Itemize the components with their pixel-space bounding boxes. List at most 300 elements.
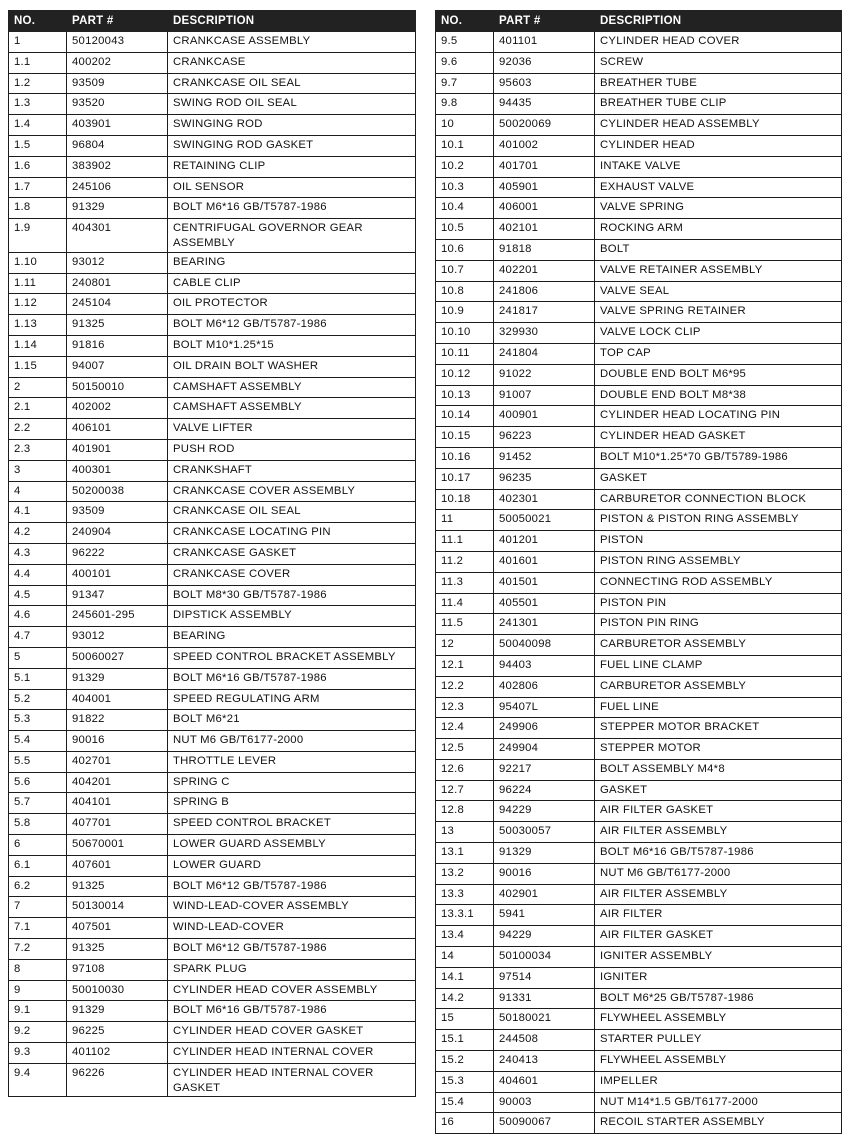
table-row [436,1051,842,1072]
table-row [9,793,416,814]
table-row [9,1001,416,1022]
part-code: 96804 [67,135,168,156]
part-code: 91007 [494,385,595,406]
table-row [9,710,416,731]
part-description: SWINGING ROD GASKET [168,135,416,156]
part-number-index: 1.8 [9,198,67,219]
part-number-index: 1.15 [9,356,67,377]
part-code: 401201 [494,531,595,552]
part-code: 240904 [67,523,168,544]
part-number-index: 13.2 [436,863,494,884]
part-description: CRANKCASE COVER ASSEMBLY [168,481,416,502]
table-row [436,198,842,219]
part-description: PISTON & PISTON RING ASSEMBLY [595,510,842,531]
table-row [436,759,842,780]
part-number-index: 14 [436,947,494,968]
part-code: 96222 [67,543,168,564]
table-row [436,32,842,53]
part-description: BOLT M6*25 GB/T5787-1986 [595,988,842,1009]
part-number-index: 1.7 [9,177,67,198]
header-description: DESCRIPTION [168,11,416,32]
part-description: CARBURETOR ASSEMBLY [595,676,842,697]
part-code: 50090067 [494,1113,595,1134]
table-row [436,427,842,448]
part-code: 404201 [67,772,168,793]
part-code: 50020069 [494,115,595,136]
table-row [436,364,842,385]
part-number-index: 14.1 [436,967,494,988]
part-description: WIND-LEAD-COVER [168,918,416,939]
part-description: CRANKCASE OIL SEAL [168,73,416,94]
table-row [436,260,842,281]
part-description: BOLT M6*12 GB/T5787-1986 [168,876,416,897]
table-row [9,377,416,398]
table-row [9,32,416,53]
table-row [9,523,416,544]
part-number-index: 10.2 [436,156,494,177]
part-description: CONNECTING ROD ASSEMBLY [595,572,842,593]
part-description: CENTRIFUGAL GOVERNOR GEAR ASSEMBLY [168,219,416,253]
part-code: 95603 [494,73,595,94]
part-number-index: 10.8 [436,281,494,302]
table-row [436,531,842,552]
part-description: CYLINDER HEAD COVER ASSEMBLY [168,980,416,1001]
part-number-index: 10.15 [436,427,494,448]
part-number-index: 12.8 [436,801,494,822]
part-number-index: 1.5 [9,135,67,156]
table-row [9,252,416,273]
table-row [436,135,842,156]
table-row [436,988,842,1009]
part-code: 401601 [494,551,595,572]
part-number-index: 5.2 [9,689,67,710]
part-description: PISTON RING ASSEMBLY [595,551,842,572]
part-description: SCREW [595,52,842,73]
part-number-index: 9 [9,980,67,1001]
part-code: 90016 [67,731,168,752]
part-description: BREATHER TUBE CLIP [595,94,842,115]
part-code: 401901 [67,439,168,460]
part-code: 91325 [67,876,168,897]
part-code: 404001 [67,689,168,710]
part-number-index: 12.4 [436,718,494,739]
part-description: PISTON PIN RING [595,614,842,635]
table-row [9,460,416,481]
part-code: 96235 [494,468,595,489]
part-number-index: 9.8 [436,94,494,115]
table-row [436,302,842,323]
part-description: SPEED CONTROL BRACKET [168,814,416,835]
part-description: CRANKSHAFT [168,460,416,481]
part-code: 94435 [494,94,595,115]
part-number-index: 9.5 [436,32,494,53]
part-description: LOWER GUARD [168,855,416,876]
part-number-index: 4.6 [9,606,67,627]
part-number-index: 15 [436,1009,494,1030]
part-code: 240413 [494,1051,595,1072]
part-description: SPEED CONTROL BRACKET ASSEMBLY [168,647,416,668]
part-description: BREATHER TUBE [595,73,842,94]
part-description: BOLT M8*30 GB/T5787-1986 [168,585,416,606]
table-row [9,156,416,177]
part-description: BEARING [168,627,416,648]
part-number-index: 10.17 [436,468,494,489]
table-row [9,647,416,668]
table-row [9,73,416,94]
table-row [436,406,842,427]
part-description: RECOIL STARTER ASSEMBLY [595,1113,842,1134]
part-description: WIND-LEAD-COVER ASSEMBLY [168,897,416,918]
part-description: BOLT M6*16 GB/T5787-1986 [168,668,416,689]
header-no: NO. [436,11,494,32]
part-number-index: 13.3 [436,884,494,905]
part-description: STARTER PULLEY [595,1030,842,1051]
table-row [436,780,842,801]
part-description: PISTON PIN [595,593,842,614]
part-description: AIR FILTER ASSEMBLY [595,884,842,905]
part-code: 92036 [494,52,595,73]
part-number-index: 13.1 [436,843,494,864]
table-row [9,1043,416,1064]
part-number-index: 11.1 [436,531,494,552]
part-number-index: 9.6 [436,52,494,73]
table-row [436,1092,842,1113]
part-number-index: 11.4 [436,593,494,614]
part-description: SWINGING ROD [168,115,416,136]
table-row [436,115,842,136]
table-row [9,855,416,876]
part-description: CRANKCASE OIL SEAL [168,502,416,523]
part-description: CYLINDER HEAD [595,135,842,156]
part-code: 404101 [67,793,168,814]
part-number-index: 3 [9,460,67,481]
table-row [436,1071,842,1092]
part-number-index: 6.2 [9,876,67,897]
part-description: CRANKCASE [168,52,416,73]
part-number-index: 12 [436,635,494,656]
table-row [9,918,416,939]
part-code: 91329 [494,843,595,864]
part-code: 245601-295 [67,606,168,627]
table-row [9,835,416,856]
part-description: CARBURETOR CONNECTION BLOCK [595,489,842,510]
part-code: 50670001 [67,835,168,856]
table-row [436,905,842,926]
part-code: 400301 [67,460,168,481]
part-code: 401002 [494,135,595,156]
part-code: 96226 [67,1063,168,1097]
table-row [9,731,416,752]
part-number-index: 1.2 [9,73,67,94]
part-number-index: 13.4 [436,926,494,947]
table-row [436,863,842,884]
table-row [436,926,842,947]
part-code: 94229 [494,801,595,822]
part-number-index: 12.1 [436,655,494,676]
part-code: 50060027 [67,647,168,668]
part-description: VALVE RETAINER ASSEMBLY [595,260,842,281]
part-code: 94229 [494,926,595,947]
part-number-index: 10.12 [436,364,494,385]
part-code: 91325 [67,315,168,336]
table-row [436,739,842,760]
part-number-index: 15.2 [436,1051,494,1072]
table-row [436,967,842,988]
part-number-index: 15.3 [436,1071,494,1092]
part-number-index: 2.3 [9,439,67,460]
part-code: 244508 [494,1030,595,1051]
part-number-index: 5.3 [9,710,67,731]
table-row [436,52,842,73]
part-number-index: 16 [436,1113,494,1134]
part-description: CARBURETOR ASSEMBLY [595,635,842,656]
part-code: 245104 [67,294,168,315]
part-description: LOWER GUARD ASSEMBLY [168,835,416,856]
part-code: 92217 [494,759,595,780]
table-row [9,876,416,897]
part-description: CABLE CLIP [168,273,416,294]
part-number-index: 11 [436,510,494,531]
part-code: 91022 [494,364,595,385]
part-description: BOLT M6*21 [168,710,416,731]
part-description: CRANKCASE COVER [168,564,416,585]
part-number-index: 14.2 [436,988,494,1009]
part-number-index: 10.18 [436,489,494,510]
part-number-index: 5.7 [9,793,67,814]
part-code: 50010030 [67,980,168,1001]
part-code: 241817 [494,302,595,323]
part-description: VALVE LIFTER [168,419,416,440]
part-number-index: 12.2 [436,676,494,697]
part-number-index: 2 [9,377,67,398]
part-number-index: 4.3 [9,543,67,564]
part-number-index: 7.1 [9,918,67,939]
table-row [9,1022,416,1043]
part-code: 91331 [494,988,595,1009]
part-number-index: 1.1 [9,52,67,73]
part-number-index: 1.4 [9,115,67,136]
part-number-index: 1.11 [9,273,67,294]
part-code: 406101 [67,419,168,440]
part-code: 50130014 [67,897,168,918]
part-code: 96225 [67,1022,168,1043]
part-number-index: 4 [9,481,67,502]
part-description: RETAINING CLIP [168,156,416,177]
part-code: 329930 [494,323,595,344]
part-number-index: 12.3 [436,697,494,718]
table-row [9,94,416,115]
part-description: SPARK PLUG [168,959,416,980]
part-code: 405501 [494,593,595,614]
part-number-index: 9.1 [9,1001,67,1022]
part-code: 401701 [494,156,595,177]
table-row [9,814,416,835]
part-number-index: 12.7 [436,780,494,801]
part-description: VALVE SEAL [595,281,842,302]
part-code: 91325 [67,939,168,960]
part-description: GASKET [595,780,842,801]
table-row [436,843,842,864]
table-row [436,281,842,302]
part-description: GASKET [595,468,842,489]
table-row [436,801,842,822]
table-row [9,177,416,198]
part-code: 93509 [67,502,168,523]
part-description: NUT M6 GB/T6177-2000 [595,863,842,884]
part-number-index: 1 [9,32,67,53]
table-row [436,385,842,406]
parts-table-right-body [436,32,842,1134]
part-code: 5941 [494,905,595,926]
part-number-index: 10.13 [436,385,494,406]
header-no: NO. [9,11,67,32]
part-description: CRANKCASE LOCATING PIN [168,523,416,544]
part-description: IMPELLER [595,1071,842,1092]
part-number-index: 5.8 [9,814,67,835]
part-description: BEARING [168,252,416,273]
part-number-index: 10.7 [436,260,494,281]
part-description: PUSH ROD [168,439,416,460]
part-number-index: 4.4 [9,564,67,585]
part-description: NUT M6 GB/T6177-2000 [168,731,416,752]
part-number-index: 9.2 [9,1022,67,1043]
table-row [9,52,416,73]
part-number-index: 7.2 [9,939,67,960]
part-code: 402002 [67,398,168,419]
part-code: 93509 [67,73,168,94]
part-description: BOLT M6*16 GB/T5787-1986 [595,843,842,864]
part-code: 50120043 [67,32,168,53]
part-description: CRANKCASE ASSEMBLY [168,32,416,53]
part-number-index: 6 [9,835,67,856]
part-number-index: 1.10 [9,252,67,273]
part-number-index: 10.9 [436,302,494,323]
table-row [9,398,416,419]
table-row [436,343,842,364]
header-part: PART # [67,11,168,32]
part-description: CYLINDER HEAD COVER GASKET [168,1022,416,1043]
part-description: CYLINDER HEAD GASKET [595,427,842,448]
part-description: TOP CAP [595,343,842,364]
part-code: 93012 [67,252,168,273]
part-code: 91452 [494,447,595,468]
part-description: ROCKING ARM [595,219,842,240]
part-code: 403901 [67,115,168,136]
parts-table-left-body [9,32,416,1097]
part-description: OIL DRAIN BOLT WASHER [168,356,416,377]
part-description: CYLINDER HEAD ASSEMBLY [595,115,842,136]
part-number-index: 10.14 [436,406,494,427]
table-row [436,73,842,94]
part-description: AIR FILTER [595,905,842,926]
table-row [9,419,416,440]
table-row [436,822,842,843]
part-description: CRANKCASE GASKET [168,543,416,564]
part-number-index: 12.6 [436,759,494,780]
part-code: 94403 [494,655,595,676]
part-number-index: 1.9 [9,219,67,253]
part-code: 407501 [67,918,168,939]
part-code: 95407L [494,697,595,718]
part-code: 91329 [67,1001,168,1022]
part-number-index: 10.10 [436,323,494,344]
part-code: 50100034 [494,947,595,968]
part-code: 402806 [494,676,595,697]
part-code: 400202 [67,52,168,73]
part-description: BOLT M10*1.25*70 GB/T5789-1986 [595,447,842,468]
part-number-index: 9.7 [436,73,494,94]
part-code: 249906 [494,718,595,739]
part-code: 404601 [494,1071,595,1092]
part-number-index: 13.3.1 [436,905,494,926]
part-code: 383902 [67,156,168,177]
table-row [436,635,842,656]
part-code: 50150010 [67,377,168,398]
part-code: 401501 [494,572,595,593]
part-description: BOLT ASSEMBLY M4*8 [595,759,842,780]
part-description: CAMSHAFT ASSEMBLY [168,377,416,398]
part-description: AIR FILTER GASKET [595,926,842,947]
part-number-index: 9.4 [9,1063,67,1097]
part-number-index: 5.6 [9,772,67,793]
part-number-index: 4.1 [9,502,67,523]
part-description: SPEED REGULATING ARM [168,689,416,710]
part-code: 93520 [67,94,168,115]
part-number-index: 4.5 [9,585,67,606]
table-header-row [436,11,842,32]
part-number-index: 15.1 [436,1030,494,1051]
part-code: 91818 [494,239,595,260]
part-code: 241301 [494,614,595,635]
part-description: VALVE SPRING RETAINER [595,302,842,323]
part-code: 50200038 [67,481,168,502]
part-number-index: 5.1 [9,668,67,689]
part-number-index: 10.11 [436,343,494,364]
part-description: SWING ROD OIL SEAL [168,94,416,115]
part-description: NUT M14*1.5 GB/T6177-2000 [595,1092,842,1113]
part-description: FUEL LINE CLAMP [595,655,842,676]
part-description: IGNITER [595,967,842,988]
table-row [436,94,842,115]
table-row [436,655,842,676]
part-code: 94007 [67,356,168,377]
part-number-index: 11.5 [436,614,494,635]
part-number-index: 8 [9,959,67,980]
part-code: 245106 [67,177,168,198]
part-description: CYLINDER HEAD INTERNAL COVER [168,1043,416,1064]
table-row [9,115,416,136]
part-code: 91329 [67,198,168,219]
table-row [436,489,842,510]
table-row [436,718,842,739]
table-row [436,947,842,968]
part-description: CYLINDER HEAD LOCATING PIN [595,406,842,427]
part-code: 400901 [494,406,595,427]
part-code: 91822 [67,710,168,731]
table-row [9,356,416,377]
table-row [436,510,842,531]
part-number-index: 1.13 [9,315,67,336]
part-code: 50030057 [494,822,595,843]
table-header-row [9,11,416,32]
part-description: FUEL LINE [595,697,842,718]
part-code: 402201 [494,260,595,281]
part-description: BOLT M10*1.25*15 [168,335,416,356]
table-row [436,572,842,593]
part-description: INTAKE VALVE [595,156,842,177]
table-row [436,447,842,468]
part-description: STEPPER MOTOR BRACKET [595,718,842,739]
